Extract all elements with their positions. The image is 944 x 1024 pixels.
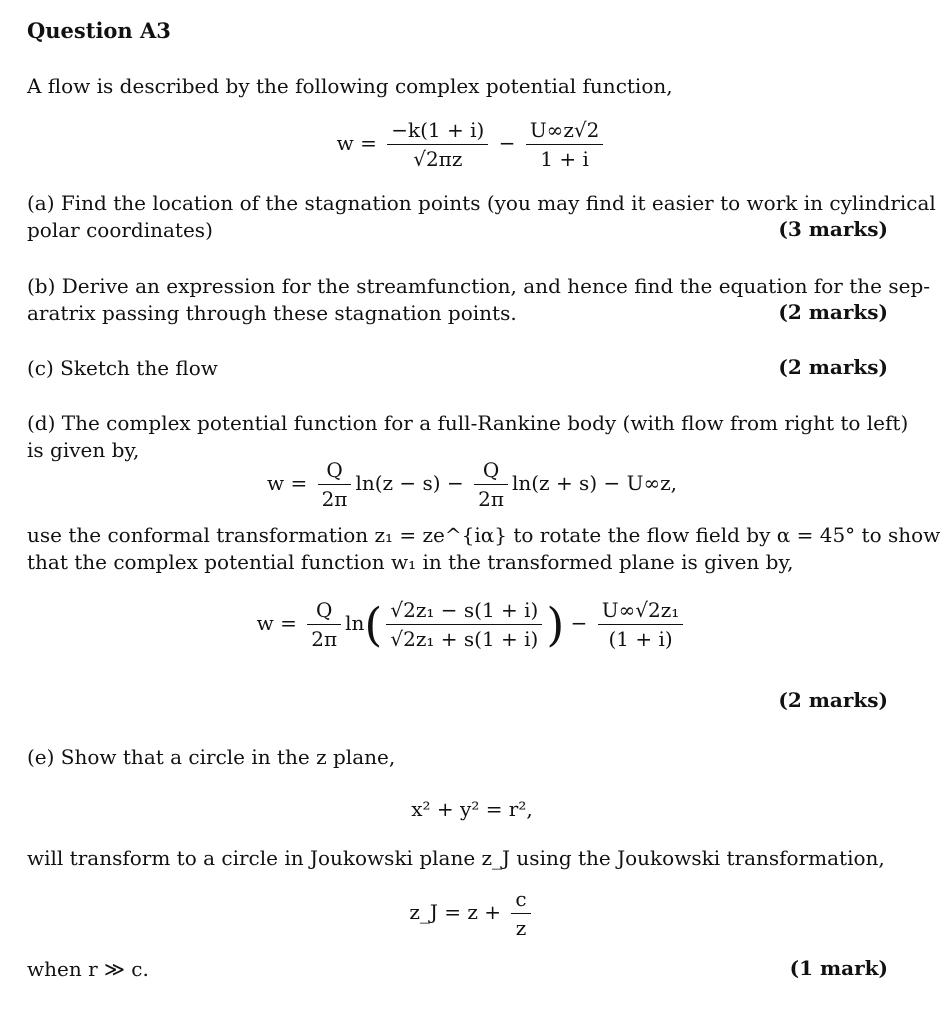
equation-3 — [0, 598, 944, 651]
eq1-frac2 — [526, 118, 604, 171]
equation-1 — [0, 118, 944, 171]
eq2-lhs: w = — [266, 471, 308, 495]
part-e-line2: will transform to a circle in Joukowski plane z_J using the Joukowski transformation, — [27, 846, 885, 870]
eq5-lhs: z_J = z + — [409, 900, 502, 924]
left-paren-icon: ( — [364, 597, 383, 652]
eq3-frac2 — [598, 598, 684, 651]
eq2-term1: ln(z − s) − — [355, 471, 464, 495]
eq1-frac2-num: U∞z√2 — [526, 118, 604, 145]
eq3-inner-den: √2z₁ + s(1 + i) — [390, 627, 539, 651]
right-paren-icon: ) — [546, 597, 565, 652]
part-e-marks: (1 mark) — [789, 956, 888, 980]
part-d-marks: (2 marks) — [778, 688, 888, 712]
part-b-marks: (2 marks) — [778, 300, 888, 324]
part-b-line2: aratrix passing through these stagnation points. — [27, 301, 517, 325]
part-c-line1: (c) Sketch the flow — [27, 356, 218, 380]
eq5-den: z — [515, 916, 527, 940]
equation-5 — [0, 887, 944, 940]
eq2-frac2 — [474, 458, 508, 511]
eq1-frac1 — [387, 118, 488, 171]
part-c-marks: (2 marks) — [778, 355, 888, 379]
eq3-frac1-num: Q — [307, 598, 341, 625]
eq1-frac1-num: −k(1 + i) — [387, 118, 488, 145]
question-title: Question A3 — [27, 18, 171, 43]
part-d-line2: is given by, — [27, 438, 140, 462]
eq2-frac1-num: Q — [318, 458, 352, 485]
intro-text: A flow is described by the following complex potential function, — [27, 74, 673, 98]
eq2-frac2-den: 2π — [478, 487, 504, 511]
eq3-inner-frac — [386, 598, 542, 651]
eq3-op: − — [570, 611, 588, 635]
eq1-lhs: w = — [336, 131, 377, 155]
eq2-frac1-den: 2π — [321, 487, 348, 511]
eq3-frac1 — [307, 598, 341, 651]
eq1-frac2-den: 1 + i — [540, 147, 589, 171]
eq3-frac1-den: 2π — [311, 627, 338, 651]
eq2-frac2-num: Q — [474, 458, 508, 485]
eq5-frac — [511, 887, 530, 940]
part-d-line3: use the conformal transformation z₁ = ze^{iα} to rotate the flow field by α = 45° to show — [27, 523, 941, 547]
eq2-term2: ln(z + s) − U∞z, — [511, 471, 678, 495]
eq1-op: − — [498, 131, 516, 155]
part-a-line2: polar coordinates) — [27, 218, 213, 242]
equation-2 — [0, 458, 944, 511]
eq3-frac2-num: U∞√2z₁ — [598, 598, 684, 625]
eq5-num: c — [511, 887, 530, 914]
part-d-line4: that the complex potential function w₁ in the transformed plane is given by, — [27, 550, 794, 574]
part-d-line1: (d) The complex potential function for a full-Rankine body (with flow from right to left) — [27, 411, 909, 435]
equation-4: x² + y² = r², — [411, 797, 533, 821]
eq3-inner-num: √2z₁ − s(1 + i) — [386, 598, 542, 625]
eq2-frac1 — [318, 458, 352, 511]
part-e-line3: when r ≫ c. — [27, 957, 149, 981]
part-b-line1: (b) Derive an expression for the streamfunction, and hence find the equation for the sep- — [27, 274, 930, 298]
eq3-lhs: w = — [256, 611, 297, 635]
part-e-line1: (e) Show that a circle in the z plane, — [27, 745, 396, 769]
eq3-ln: ln — [345, 611, 365, 635]
part-a-marks: (3 marks) — [778, 217, 888, 241]
eq1-frac1-den: √2πz — [413, 147, 463, 171]
eq3-frac2-den: (1 + i) — [608, 627, 673, 651]
part-a-line1: (a) Find the location of the stagnation points (you may find it easier to work in cylindrical — [27, 191, 936, 215]
